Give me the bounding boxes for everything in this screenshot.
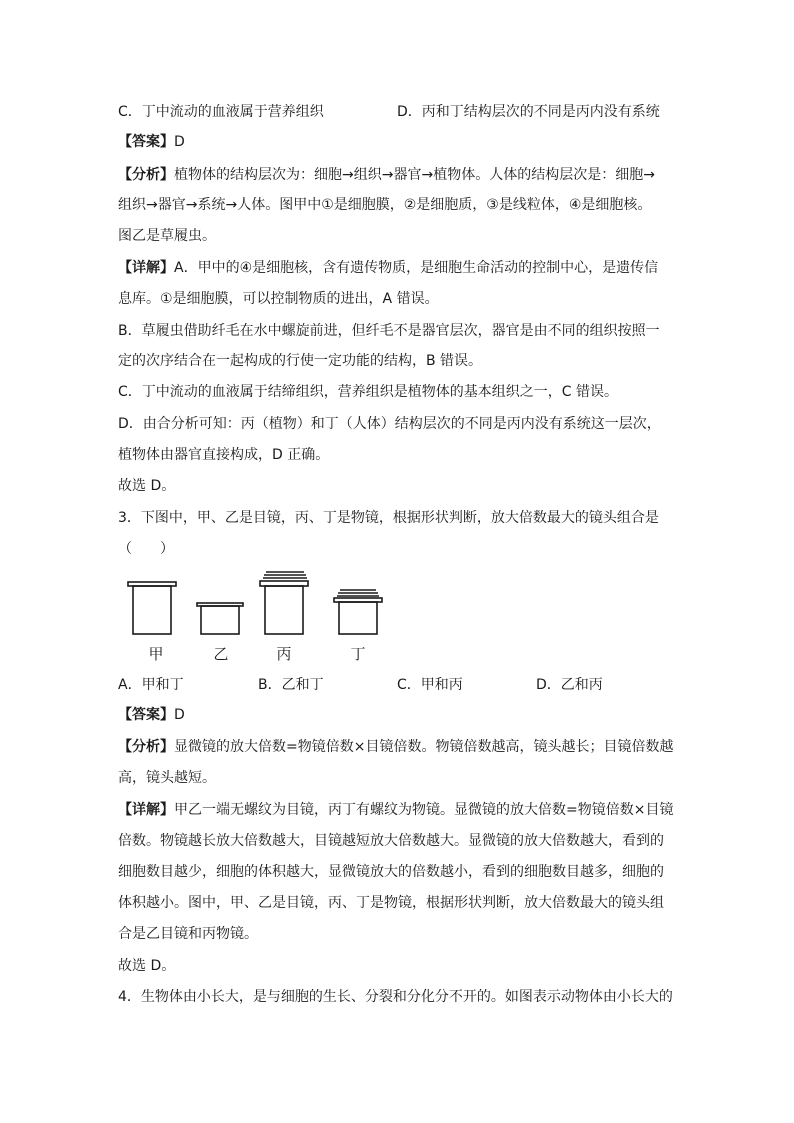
q3-option-d: D．乙和丙 bbox=[536, 677, 603, 693]
q3-option-c: C．甲和丙 bbox=[397, 677, 463, 693]
q2-detail-line-6: D．由合分析可知：丙（植物）和丁（人体）结构层次的不同是丙内没有系统这一层次， bbox=[118, 416, 661, 432]
lens-yi bbox=[197, 603, 243, 634]
q2-analysis-line-2: 组织→器官→系统→人体。图甲中①是细胞膜，②是细胞质，③是线粒体，④是细胞核。 bbox=[118, 197, 652, 213]
q3-stem-line-1: 3．下图中，甲、乙是目镜，丙、丁是物镜，根据形状判断，放大倍数最大的镜头组合是 bbox=[118, 510, 659, 526]
q2-detail-line-4: 定的次序结合在一起构成的行使一定功能的结构，B 错误。 bbox=[118, 353, 483, 369]
q4-stem-line-1: 4．生物体由小长大，是与细胞的生长、分裂和分化分不开的。如图表示动物体由小长大的 bbox=[118, 989, 673, 1005]
answer-value: D bbox=[174, 707, 185, 723]
answer-value: D bbox=[174, 134, 185, 150]
lens-label-bing: 丙 bbox=[276, 645, 292, 663]
analysis-text: 显微镜的放大倍数=物镜倍数×目镜倍数。物镜倍数越高，镜头越长；目镜倍数越 bbox=[174, 739, 674, 755]
q3-conclusion: 故选 D。 bbox=[118, 958, 176, 974]
q2-detail-line-5: C．丁中流动的血液属于结缔组织，营养组织是植物体的基本组织之一，C 错误。 bbox=[118, 384, 618, 400]
q2-detail-line-7: 植物体由器官直接构成，D 正确。 bbox=[118, 447, 330, 463]
analysis-tag: 【分析】 bbox=[118, 167, 174, 183]
detail-text: A．甲中的④是细胞核，含有遗传物质，是细胞生命活动的控制中心，是遗传信 bbox=[174, 260, 659, 276]
q3-stem-line-2: （ ） bbox=[118, 541, 174, 557]
analysis-tag: 【分析】 bbox=[118, 739, 174, 755]
q2-detail-line-2: 息库。①是细胞膜，可以控制物质的进出，A 错误。 bbox=[118, 291, 439, 307]
q2-detail-line-3: B．草履虫借助纤毛在水中螺旋前进，但纤毛不是器官层次，器官是由不同的组织按照一 bbox=[118, 323, 660, 339]
detail-text: 甲乙一端无螺纹为目镜，丙丁有螺纹为物镜。显微镜的放大倍数=物镜倍数×目镜 bbox=[174, 802, 674, 818]
q3-detail-line-4: 体积越小。图中，甲、乙是目镜，丙、丁是物镜，根据形状判断，放大倍数最大的镜头组 bbox=[118, 895, 664, 911]
lens-jia bbox=[128, 582, 176, 634]
q2-option-c: C．丁中流动的血液属于营养组织 bbox=[118, 104, 324, 120]
lens-ding bbox=[334, 590, 382, 634]
q2-analysis-line-1 bbox=[118, 165, 678, 185]
q3-analysis-line-1 bbox=[118, 737, 678, 757]
q2-detail-line-1 bbox=[118, 258, 678, 278]
lens-label-yi: 乙 bbox=[213, 645, 229, 663]
lens-label-ding: 丁 bbox=[350, 645, 366, 663]
q2-analysis-line-3: 图乙是草履虫。 bbox=[118, 228, 216, 244]
lens-bing bbox=[260, 572, 308, 634]
q3-detail-line-1 bbox=[118, 800, 678, 820]
q2-option-d: D．丙和丁结构层次的不同是丙内没有系统 bbox=[397, 104, 660, 120]
q3-detail-line-3: 细胞数目越少，细胞的体积越大，显微镜放大的倍数越小，看到的细胞数目越多，细胞的 bbox=[118, 864, 664, 880]
q2-answer bbox=[118, 132, 678, 152]
answer-tag: 【答案】 bbox=[118, 707, 174, 723]
q3-detail-line-2: 倍数。物镜越长放大倍数越大，目镜越短放大倍数越大。显微镜的放大倍数越大，看到的 bbox=[118, 833, 664, 849]
q3-analysis-line-2: 高，镜头越短。 bbox=[118, 770, 216, 786]
q3-option-a: A．甲和丁 bbox=[118, 677, 184, 693]
analysis-text: 植物体的结构层次为：细胞→组织→器官→植物体。人体的结构层次是：细胞→ bbox=[174, 167, 655, 183]
lens-label-jia: 甲 bbox=[148, 645, 164, 663]
q3-option-b: B．乙和丁 bbox=[258, 677, 324, 693]
q2-conclusion: 故选 D。 bbox=[118, 478, 176, 494]
q3-detail-line-5: 合是乙目镜和丙物镜。 bbox=[118, 926, 258, 942]
detail-tag: 【详解】 bbox=[118, 802, 174, 818]
lens-figure bbox=[118, 570, 398, 642]
detail-tag: 【详解】 bbox=[118, 260, 174, 276]
answer-tag: 【答案】 bbox=[118, 134, 174, 150]
q3-answer bbox=[118, 705, 678, 725]
